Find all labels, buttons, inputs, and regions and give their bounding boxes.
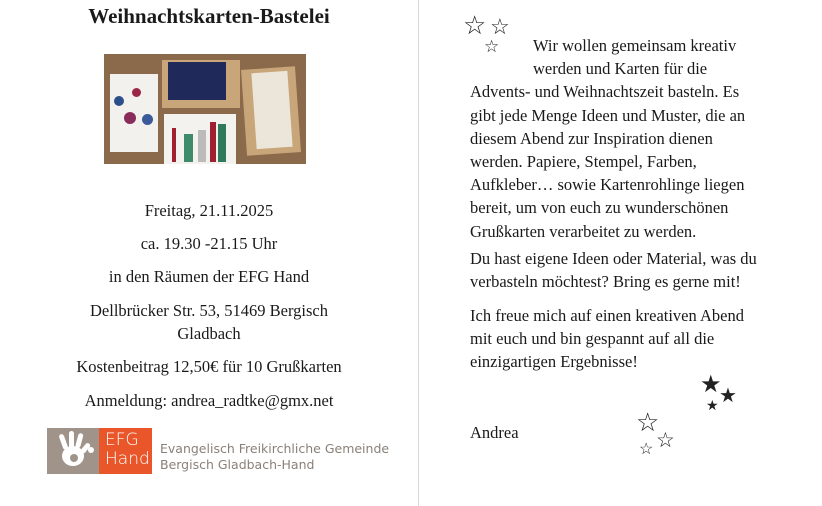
event-time: ca. 19.30 -21.15 Uhr	[140, 234, 278, 253]
text-line: Aufkleber… sowie Kartenrohlinge liegen	[470, 175, 745, 195]
efg-logo-mark	[99, 428, 152, 474]
star-outline-icon: ☆	[463, 11, 487, 40]
hand-logo-icon	[47, 428, 99, 474]
text-line: Grußkarten verarbeitet zu werden.	[470, 221, 697, 241]
star-filled-icon: ★	[700, 372, 722, 398]
event-registration: Anmeldung: andrea_radtke@gmx.net	[84, 391, 334, 410]
text-line: mit euch und bin gespannt auf all die	[470, 329, 715, 349]
text-line: verbasteln möchtest? Bring es gerne mit!	[470, 272, 741, 292]
text-line: diesem Abend zur Inspiration dienen	[470, 128, 713, 148]
text-line: Wir wollen gemeinsam kreativ	[533, 36, 737, 55]
text-line: gibt jede Menge Ideen und Muster, die an	[470, 105, 746, 125]
logo-mark-line2: Hand	[105, 449, 150, 469]
star-outline-icon: ☆	[636, 408, 660, 437]
star-filled-icon: ★	[706, 399, 719, 414]
page-title: Weihnachtskarten-Bastelei	[88, 4, 330, 28]
logo-mark-line1: EFG	[105, 430, 139, 450]
text-line: Ich freue mich auf einen kreativen Abend	[470, 306, 744, 325]
event-place: in den Räumen der EFG Hand	[108, 267, 310, 286]
text-line: bereit, um von euch zu wunderschönen	[470, 198, 729, 218]
event-address-line1: Dellbrücker Str. 53, 51469 Bergisch	[90, 301, 328, 320]
closing-paragraph	[470, 304, 810, 374]
event-cost: Kostenbeitrag 12,50€ für 10 Grußkarten	[76, 357, 342, 376]
text-line: werden. Papiere, Stempel, Farben,	[470, 152, 697, 172]
church-name-line1: Evangelisch Freikirchliche Gemeinde	[160, 441, 390, 456]
church-name	[160, 441, 389, 473]
text-line: werden und Karten für die	[533, 59, 708, 79]
event-date: Freitag, 21.11.2025	[144, 201, 274, 220]
text-line: Du hast eigene Ideen oder Material, was du	[470, 249, 757, 268]
star-outline-icon: ☆	[484, 37, 500, 56]
star-outline-icon: ☆	[490, 14, 510, 39]
event-address-line2: Gladbach	[177, 324, 241, 343]
star-outline-icon: ☆	[656, 428, 675, 452]
intro-paragraph	[470, 34, 810, 243]
text-line: einzigartigen Ergebnisse!	[470, 352, 638, 372]
column-divider	[418, 0, 419, 506]
text-line: Advents- und Weihnachtszeit basteln. Es	[470, 82, 740, 102]
star-outline-icon: ☆	[639, 441, 654, 458]
material-paragraph	[470, 247, 810, 293]
card-examples-photo	[104, 54, 306, 164]
church-name-line2: Bergisch Gladbach-Hand	[160, 457, 315, 472]
signature: Andrea	[470, 423, 519, 442]
star-filled-icon: ★	[719, 385, 737, 407]
